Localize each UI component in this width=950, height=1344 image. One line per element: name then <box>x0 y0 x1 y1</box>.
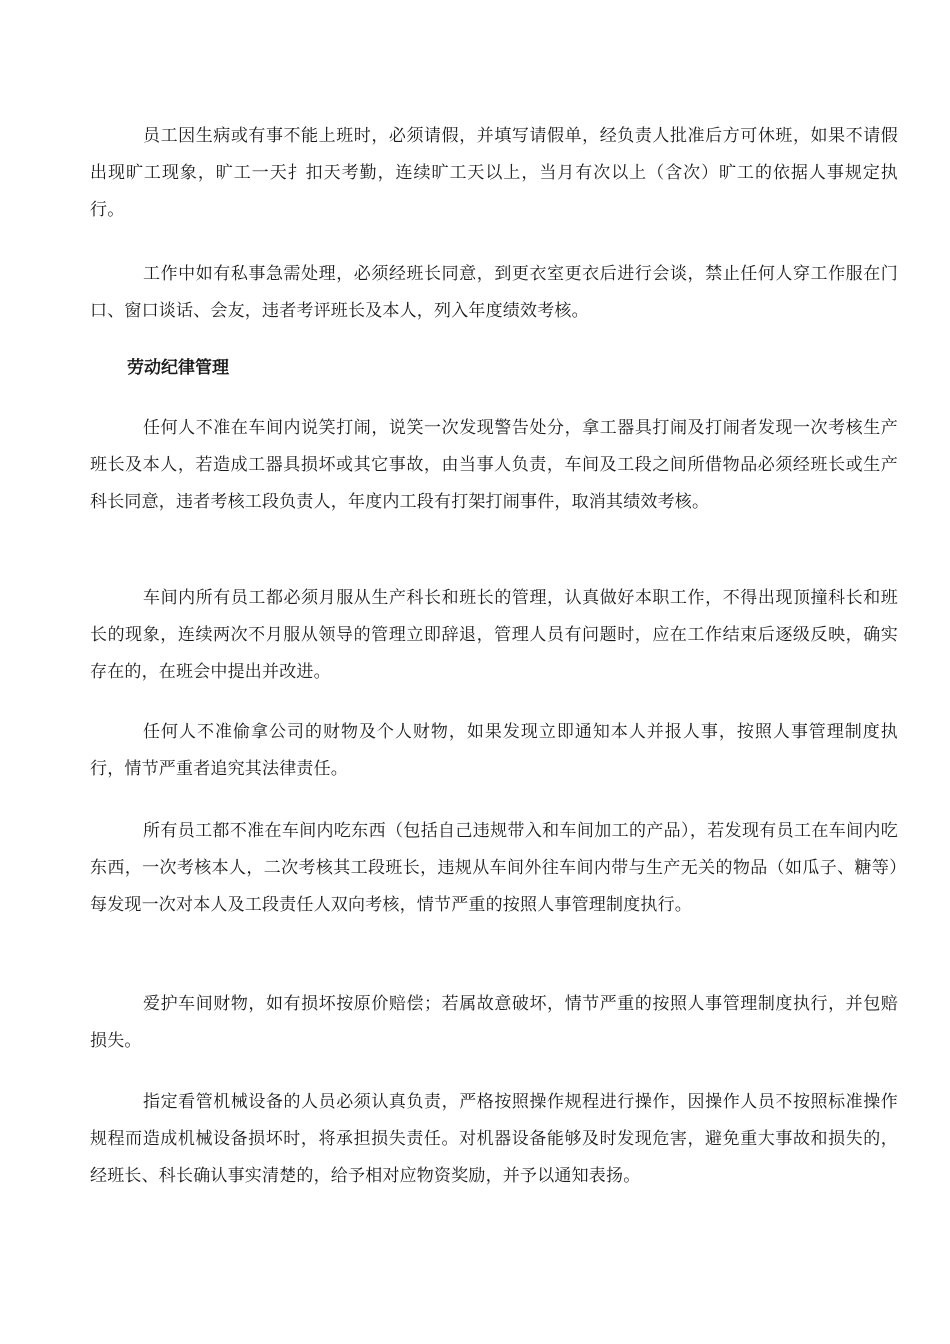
paragraph-equipment-responsibility: 指定看管机械设备的人员必须认真负责，严格按照操作规程进行操作，因操作人员不按照标准操作规程而造成机械设备损坏时，将承担损失责任。对机器设备能够及时发现危害，避免重大事故和损失的，经班长、科长确认事实清楚的，给予相对应物资奖励，并予以通知表扬。 <box>90 1092 898 1186</box>
section-heading-labor-discipline: 劳动纪律管理 <box>127 358 229 378</box>
paragraph-sick-leave: 员工因生病或有事不能上班时，必须请假，并填写请假单，经负责人批准后方可休班，如果不请假出现旷工现象，旷工一天扌扣天考勤，连续旷工天以上，当月有次以上（含次）旷工的依据人事规定执行。 <box>90 126 898 220</box>
paragraph-no-horseplay: 任何人不准在车间内说笑打闹，说笑一次发现警告处分，拿工器具打闹及打闹者发现一次考核生产班长及本人，若造成工器具损坏或其它事故，由当事人负责，车间及工段之间所借物品必须经班长或生产科长同意，违者考核工段负责人，年度内工段有打架打闹事件，取消其绩效考核。 <box>90 418 898 512</box>
paragraph-no-eating: 所有员工都不准在车间内吃东西（包括自己违规带入和车间加工的产品），若发现有员工在车间内吃东西，一次考核本人，二次考核其工段班长，违规从车间外往车间内带与生产无关的物品（如瓜子、糖等）每发现一次对本人及工段责任人双向考核，情节严重的按照人事管理制度执行。 <box>90 821 898 915</box>
paragraph-protect-property: 爱护车间财物，如有损坏按原价赔偿；若属故意破坏，情节严重的按照人事管理制度执行，并包赔损失。 <box>90 994 898 1051</box>
paragraph-obey-management: 车间内所有员工都必须月服从生产科长和班长的管理，认真做好本职工作，不得出现顶撞科长和班长的现象，连续两次不月服从领导的管理立即辞退，管理人员有问题时，应在工作结束后逐级反映，确实存在的，在班会中提出并改进。 <box>90 588 898 682</box>
paragraph-no-theft: 任何人不准偷拿公司的财物及个人财物，如果发现立即通知本人并报人事，按照人事管理制度执行，情节严重者追究其法律责任。 <box>90 722 898 779</box>
paragraph-private-matters: 工作中如有私事急需处理，必须经班长同意，到更衣室更衣后进行会谈，禁止任何人穿工作服在门口、窗口谈话、会友，违者考评班长及本人，列入年度绩效考核。 <box>90 264 898 321</box>
